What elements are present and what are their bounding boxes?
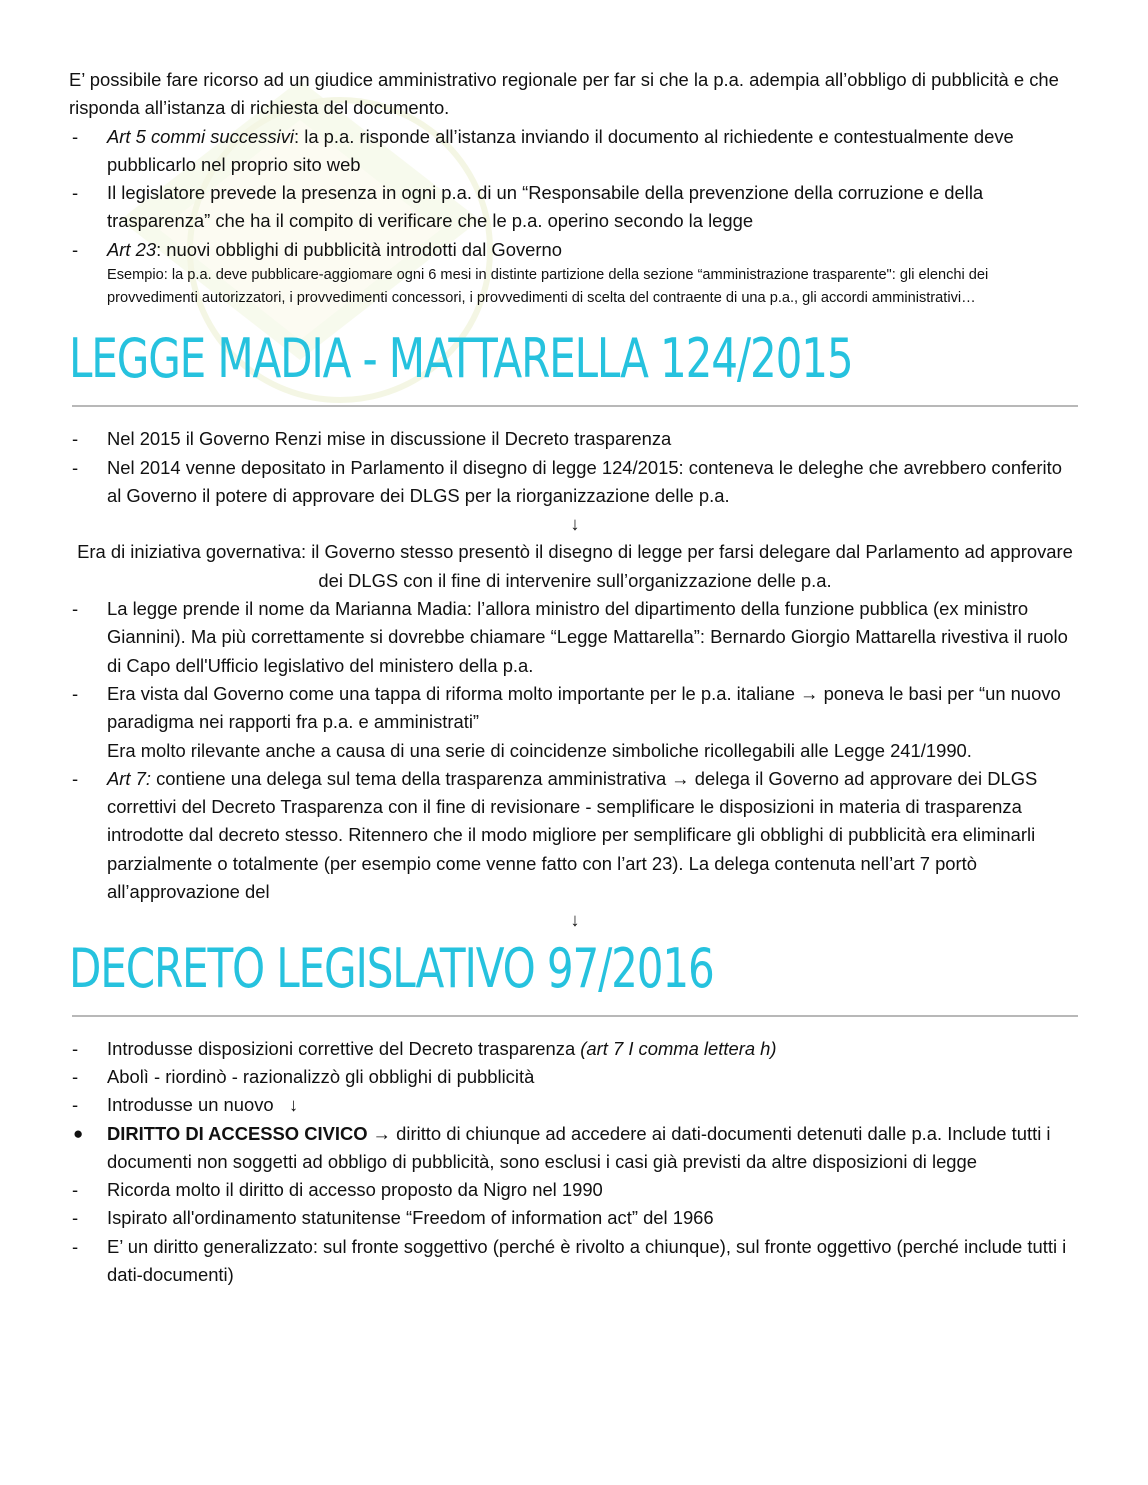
list-item: - Era vista dal Governo come una tappa di riforma molto importante per le p.a. italiane → poneva le basi per “un nuovo paradigma nei rapporti fra p.a. e amministrati”: [72, 682, 1061, 733]
down-arrow-icon: ↓: [289, 1094, 299, 1116]
list-item: - Ricorda molto il diritto di accesso proposto da Nigro nel 1990: [72, 1179, 603, 1201]
bullet-icon: ●: [73, 1123, 84, 1143]
list-item: - Art 5 commi successivi: la p.a. risponde all’istanza inviando il documento al richiedente e contestualmente deve pubblicarlo nel proprio sito web: [72, 125, 1014, 175]
down-arrow-icon: ↓: [570, 513, 580, 535]
list-item: - La legge prende il nome da Marianna Madia: l’allora ministro del dipartimento della funzione pubblica (ex ministro Giannini). Ma più correttamente si dovrebbe chiamare “Legge Mattarella”: Bernardo Giorgio Mattarella rivestiva il ruolo di Capo dell'Ufficio legislativo del ministero della p.a.: [72, 598, 1068, 676]
list-item: - Art 7: contiene una delega sul tema della trasparenza amministrativa → delega il Governo ad approvare dei DLGS correttivi del Decreto Trasparenza con il fine di revisionare - semplificare le disposizioni in materia di trasparenza introdotte dal decreto stesso. Ritennero che il modo migliore per semplificare gli obblighi di pubblicità era eliminarli parzialmente o totalmente (per esempio come venne fatto con l’art 23). La delega contenuta nell’art 7 portò all’approvazione del: [72, 767, 1038, 903]
list-item: - Ispirato all'ordinamento statunitense “Freedom of information act” del 1966: [72, 1207, 714, 1229]
list-item: - Il legislatore prevede la presenza in ogni p.a. di un “Responsabile della prevenzione della corruzione e della trasparenza” che ha il compito di verificare che le p.a. operino secondo la legge: [72, 182, 984, 232]
list-item: - Nel 2014 venne depositato in Parlamento il disegno di legge 124/2015: conteneva le deleghe che avrebbero conferito al Governo il potere di approvare dei DLGS per la riorganizzazione delle p.a.: [72, 456, 1062, 506]
bullet-item: ● DIRITTO DI ACCESSO CIVICO → diritto di chiunque ad accedere ai dati-documenti detenuti dalle p.a. Include tutti i documenti non soggetti ad obbligo di pubblicità, sono esclusi i casi già previsti da altre disposizioni di legge: [69, 1120, 1081, 1177]
list-item-continuation: Era molto rilevante anche a causa di una serie di coincidenze simboliche ricollegabili alle Legge 241/1990.: [107, 739, 972, 761]
list-item: - Introdusse disposizioni correttive del Decreto trasparenza (art 7 I comma lettera h): [72, 1037, 777, 1059]
section-heading-legge-madia: LEGGE MADIA - MATTARELLA 124/2015: [69, 327, 853, 391]
example-note: Esempio: la p.a. deve pubblicare-aggiomare ogni 6 mesi in distinte partizione della sezione “amministrazione trasparente": gli elenchi dei provvedimenti autorizzatori, i provvedimenti concessori, i provvedimenti di scelta del contraente di una p.a., gli accordi amministrativi…: [107, 267, 989, 306]
down-arrow-icon: ↓: [570, 909, 580, 931]
list-item: - E’ un diritto generalizzato: sul fronte soggettivo (perché è rivolto a chiunque), sul fronte oggettivo (perché include tutti i dati-documenti): [72, 1235, 1067, 1285]
section-heading-decreto-legislativo: DECRETO LEGISLATIVO 97/2016: [69, 936, 714, 1000]
intro-paragraph: E’ possibile fare ricorso ad un giudice amministrativo regionale per far si che la p.a. adempia all’obbligo di pubblicità e che risponda all’istanza di richiesta del documento.: [69, 69, 1059, 119]
centered-paragraph: Era di iniziativa governativa: il Governo stesso presentò il disegno di legge per farsi delegare dal Parlamento ad approvare dei DLGS con il fine di intervenire sull’organizzazione delle p.a.: [77, 541, 1073, 591]
document-page: [69, 66, 1081, 1289]
list-item: - Art 23: nuovi obblighi di pubblicità introdotti dal Governo: [72, 238, 562, 260]
list-item: - Introdusse un nuovo ↓: [72, 1094, 299, 1116]
list-item: - Nel 2015 il Governo Renzi mise in discussione il Decreto trasparenza: [72, 428, 672, 450]
list-item: - Abolì - riordinò - razionalizzò gli obblighi di pubblicità: [72, 1065, 535, 1087]
